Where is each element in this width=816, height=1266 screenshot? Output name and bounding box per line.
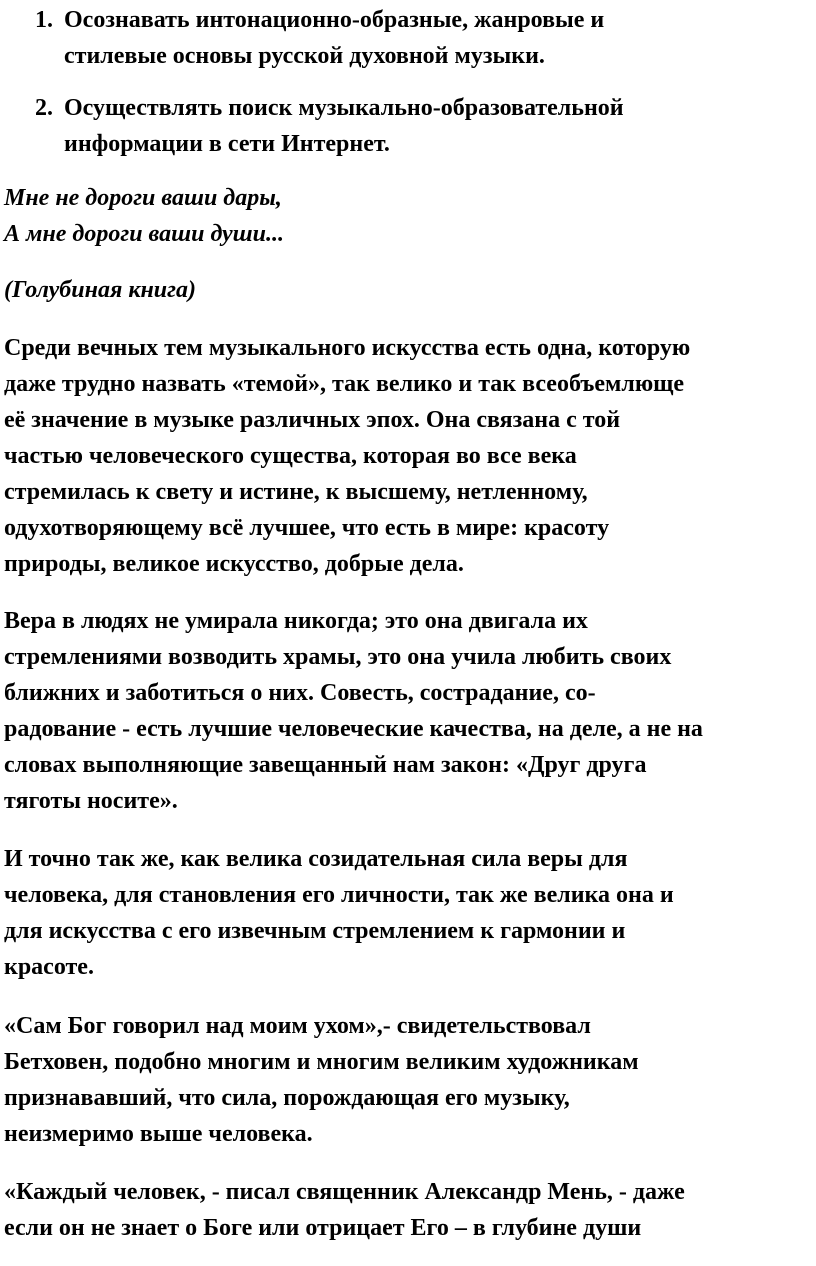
text-line: её значение в музыке различных эпох. Она связана с той: [4, 407, 621, 433]
text-line: Осознавать интонационно-образные, жанровые и: [64, 7, 605, 33]
text-line: Вера в людях не умирала никогда; это она двигала их: [4, 608, 588, 634]
text-line: человека, для становления его личности, так же велика она и: [4, 882, 674, 908]
text-line: «Каждый человек, - писал священник Александр Мень, - даже: [4, 1179, 685, 1205]
text-line: стремлениями возводить храмы, это она учила любить своих: [4, 644, 672, 670]
text-line: стилевые основы русской духовной музыки.: [64, 43, 545, 69]
text-line: радование - есть лучшие человеческие качества, на деле, а не на: [4, 716, 703, 742]
text-line: информации в сети Интернет.: [64, 131, 390, 157]
text-line: тяготы носите».: [4, 788, 178, 814]
list-item-number: 2.: [35, 95, 53, 121]
list-item-number: 1.: [35, 7, 53, 33]
epigraph-source: (Голубиная книга): [4, 277, 196, 303]
text-line: признававший, что сила, порождающая его музыку,: [4, 1085, 570, 1111]
list-item-text: [64, 2, 784, 74]
epigraph: [4, 180, 816, 252]
epigraph-line: А мне дороги ваши души...: [4, 221, 285, 247]
paragraph: [4, 330, 816, 582]
text-line: «Сам Бог говорил над моим ухом»,- свидетельствовал: [4, 1013, 591, 1039]
text-line: Среди вечных тем музыкального искусства есть одна, которую: [4, 335, 691, 361]
text-line: красоте.: [4, 954, 94, 980]
text-line: если он не знает о Боге или отрицает Его – в глубине души: [4, 1215, 642, 1241]
text-line: частью человеческого существа, которая во все века: [4, 443, 577, 469]
paragraph: [4, 1008, 816, 1152]
text-line: ближних и заботиться о них. Совесть, сострадание, со-: [4, 680, 596, 706]
text-line: стремилась к свету и истине, к высшему, нетленному,: [4, 479, 588, 505]
text-line: природы, великое искусство, добрые дела.: [4, 551, 464, 577]
text-line: даже трудно назвать «темой», так велико и так всеобъемлюще: [4, 371, 685, 397]
paragraph: [4, 841, 816, 985]
list-item-text: [64, 90, 784, 162]
text-line: одухотворяющему всё лучшее, что есть в мире: красоту: [4, 515, 610, 541]
text-line: И точно так же, как велика созидательная сила веры для: [4, 846, 628, 872]
epigraph-line: Мне не дороги ваши дары,: [4, 185, 282, 211]
text-line: для искусства с его извечным стремлением к гармонии и: [4, 918, 626, 944]
text-line: Осуществлять поиск музыкально-образовательной: [64, 95, 624, 121]
paragraph: [4, 1174, 816, 1246]
text-line: Бетховен, подобно многим и многим великим художникам: [4, 1049, 639, 1075]
text-line: словах выполняющие завещанный нам закон: «Друг друга: [4, 752, 647, 778]
text-line: неизмеримо выше человека.: [4, 1121, 313, 1147]
paragraph: [4, 603, 816, 819]
